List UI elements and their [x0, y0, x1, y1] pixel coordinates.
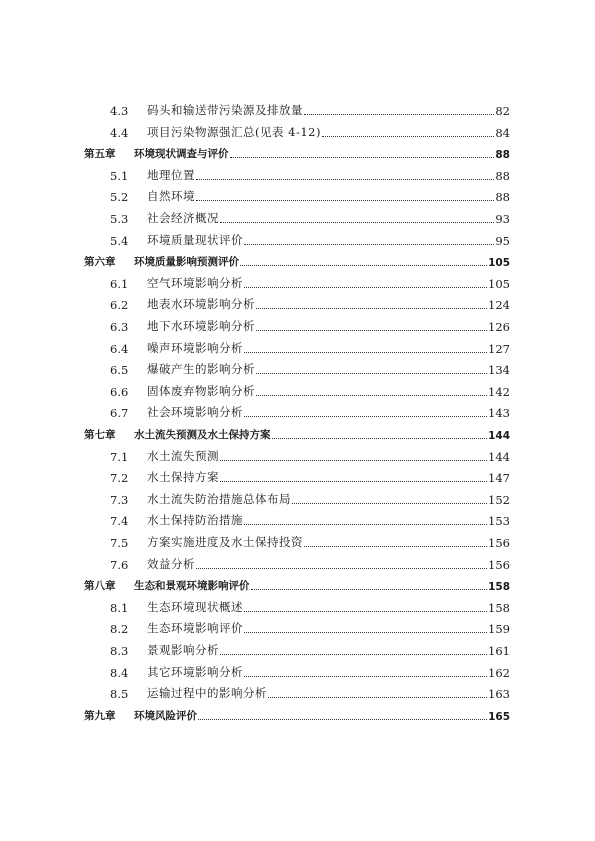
toc-section-entry[interactable]	[110, 402, 510, 420]
toc-dot-leader	[251, 588, 488, 590]
toc-dot-leader	[196, 199, 494, 201]
toc-entry-title: 其它环境影响分析	[147, 664, 243, 679]
toc-entry-page: 105	[488, 276, 510, 291]
toc-section-entry[interactable]	[110, 597, 510, 615]
toc-entry-title: 空气环境影响分析	[147, 275, 243, 290]
toc-entry-title: 爆破产生的影响分析	[147, 362, 255, 377]
toc-dot-leader	[304, 545, 487, 547]
toc-entry-title: 自然环境	[147, 189, 195, 204]
toc-section-entry[interactable]	[110, 683, 510, 701]
toc-entry-number: 第八章	[84, 580, 116, 593]
toc-entry-number: 7.5	[110, 536, 129, 550]
toc-entry-number: 8.5	[110, 687, 129, 702]
toc-entry-title: 运输过程中的影响分析	[147, 686, 267, 701]
toc-entry-page: 88	[495, 190, 510, 205]
toc-chapter-entry[interactable]	[84, 424, 510, 442]
toc-section-entry[interactable]	[110, 165, 510, 183]
toc-entry-number: 6.5	[110, 363, 129, 378]
toc-dot-leader	[196, 178, 494, 180]
toc-entry-title: 水土流失防治措施总体布局	[147, 491, 291, 506]
toc-entry-title: 环境现状调查与评价	[134, 148, 229, 161]
toc-entry-page: 153	[488, 514, 510, 529]
toc-dot-leader	[244, 631, 487, 633]
toc-entry-title: 社会经济概况	[147, 211, 219, 225]
toc-dot-leader	[256, 372, 487, 374]
toc-dot-leader	[268, 696, 487, 698]
toc-entry-page: 88	[495, 149, 510, 162]
toc-entry-number: 6.6	[110, 384, 129, 399]
toc-section-entry[interactable]	[110, 532, 510, 550]
toc-section-entry[interactable]	[110, 294, 510, 312]
toc-section-entry[interactable]	[110, 122, 510, 140]
toc-entry-title: 地下水环境影响分析	[147, 319, 255, 333]
toc-dot-leader	[304, 113, 494, 115]
toc-entry-title: 噪声环境影响分析	[147, 340, 243, 355]
toc-entry-page: 124	[488, 298, 510, 313]
toc-entry-number: 4.4	[110, 125, 129, 140]
toc-entry-number: 7.1	[110, 449, 129, 464]
toc-dot-leader	[230, 156, 495, 158]
toc-dot-leader	[196, 567, 487, 569]
toc-chapter-entry[interactable]	[84, 251, 510, 269]
toc-entry-title: 方案实施进度及水土保持投资	[147, 535, 303, 549]
toc-entry-page: 82	[495, 104, 510, 118]
toc-entry-number: 8.2	[110, 622, 129, 637]
toc-entry-page: 163	[488, 687, 510, 702]
toc-entry-number: 5.4	[110, 233, 129, 248]
toc-dot-leader	[244, 415, 487, 417]
toc-dot-leader	[256, 307, 487, 309]
toc-chapter-entry[interactable]	[84, 575, 510, 593]
toc-section-entry[interactable]	[110, 640, 510, 658]
toc-section-entry[interactable]	[110, 273, 510, 291]
toc-entry-title: 地表水环境影响分析	[147, 297, 255, 312]
toc-entry-title: 项目污染物源强汇总(见表 4-12)	[147, 124, 321, 139]
toc-dot-leader	[244, 243, 494, 245]
toc-section-entry[interactable]	[110, 489, 510, 507]
toc-section-entry[interactable]	[110, 208, 510, 226]
toc-dot-leader	[244, 286, 487, 288]
toc-entry-number: 6.3	[110, 320, 129, 334]
toc-section-entry[interactable]	[110, 316, 510, 334]
toc-entry-page: 142	[488, 384, 510, 399]
toc-entry-page: 159	[488, 622, 510, 637]
toc-section-entry[interactable]	[110, 510, 510, 528]
toc-entry-page: 88	[495, 168, 510, 183]
toc-dot-leader	[198, 718, 487, 720]
toc-dot-leader	[220, 653, 487, 655]
toc-entry-number: 5.1	[110, 168, 129, 183]
toc-dot-leader	[272, 437, 488, 439]
toc-dot-leader	[244, 351, 487, 353]
toc-entry-page: 147	[488, 471, 510, 486]
toc-entry-number: 第五章	[84, 148, 116, 161]
toc-entry-number: 7.6	[110, 557, 129, 572]
toc-entry-title: 水土流失预测	[147, 448, 219, 463]
toc-entry-title: 景观影响分析	[147, 643, 219, 657]
toc-entry-number: 7.2	[110, 471, 129, 486]
toc-entry-number: 8.1	[110, 600, 129, 615]
toc-dot-leader	[292, 502, 487, 504]
toc-entry-title: 码头和输送带污染源及排放量	[147, 103, 303, 117]
toc-entry-number: 6.1	[110, 276, 129, 291]
toc-entry-page: 156	[488, 557, 510, 572]
toc-entry-page: 105	[488, 257, 510, 270]
toc-dot-leader	[256, 394, 487, 396]
toc-entry-page: 156	[488, 536, 510, 550]
toc-entry-number: 7.4	[110, 514, 129, 529]
toc-dot-leader	[244, 610, 487, 612]
toc-entry-title: 生态和景观环境影响评价	[134, 580, 250, 593]
toc-entry-page: 84	[495, 125, 510, 140]
toc-entry-number: 7.3	[110, 492, 129, 507]
toc-entry-title: 效益分析	[147, 556, 195, 571]
toc-entry-title: 生态环境现状概述	[147, 599, 243, 614]
toc-entry-page: 165	[488, 710, 510, 723]
toc-entry-title: 社会环境影响分析	[147, 405, 243, 420]
toc-entry-number: 6.4	[110, 341, 129, 356]
toc-section-entry[interactable]	[110, 446, 510, 464]
toc-entry-number: 4.3	[110, 104, 129, 118]
toc-entry-page: 152	[488, 492, 510, 507]
toc-entry-title: 生态环境影响评价	[147, 621, 243, 636]
toc-dot-leader	[220, 480, 487, 482]
toc-entry-title: 水土保持方案	[147, 470, 219, 485]
toc-section-entry[interactable]	[110, 662, 510, 680]
toc-entry-page: 161	[488, 644, 510, 658]
toc-entry-number: 5.2	[110, 190, 129, 205]
toc-entry-number: 第七章	[84, 429, 116, 441]
toc-entry-title: 地理位置	[147, 167, 195, 182]
toc-section-entry[interactable]	[110, 230, 510, 248]
toc-entry-page: 93	[495, 212, 510, 226]
toc-dot-leader	[240, 264, 487, 266]
toc-dot-leader	[220, 221, 494, 223]
toc-entry-number: 6.7	[110, 406, 129, 421]
toc-dot-leader	[220, 459, 487, 461]
toc-section-entry[interactable]	[110, 338, 510, 356]
toc-entry-title: 环境质量现状评价	[147, 232, 243, 247]
toc-entry-number: 第六章	[84, 256, 116, 269]
toc-entry-number: 8.3	[110, 644, 129, 658]
toc-entry-title: 环境风险评价	[134, 709, 197, 722]
toc-entry-page: 127	[488, 341, 510, 356]
toc-entry-number: 5.3	[110, 212, 129, 226]
toc-entry-page: 143	[488, 406, 510, 421]
toc-entry-number: 8.4	[110, 665, 129, 680]
toc-entry-number: 第九章	[84, 709, 116, 722]
toc-entry-page: 144	[488, 449, 510, 464]
toc-entry-title: 水土流失预测及水土保持方案	[134, 429, 271, 441]
toc-chapter-entry[interactable]	[84, 143, 510, 161]
toc-section-entry[interactable]	[110, 186, 510, 204]
toc-entry-page: 134	[488, 363, 510, 378]
toc-entry-page: 158	[488, 600, 510, 615]
toc-entry-page: 95	[495, 233, 510, 248]
toc-section-entry[interactable]	[110, 381, 510, 399]
toc-dot-leader	[244, 675, 487, 677]
toc-entry-title: 水土保持防治措施	[147, 513, 243, 528]
toc-section-entry[interactable]	[110, 467, 510, 485]
toc-entry-title: 固体废弃物影响分析	[147, 383, 255, 398]
toc-dot-leader	[322, 135, 494, 137]
toc-entry-page: 126	[488, 320, 510, 334]
toc-dot-leader	[256, 329, 487, 331]
toc-section-entry[interactable]	[110, 554, 510, 572]
toc-entry-page: 162	[488, 665, 510, 680]
toc-entry-page: 144	[488, 430, 510, 442]
toc-section-entry[interactable]	[110, 100, 510, 118]
toc-section-entry[interactable]	[110, 618, 510, 636]
toc-entry-page: 158	[488, 581, 510, 594]
toc-entry-number: 6.2	[110, 298, 129, 313]
toc-dot-leader	[244, 523, 487, 525]
toc-section-entry[interactable]	[110, 359, 510, 377]
toc-chapter-entry[interactable]	[84, 705, 510, 723]
toc-entry-title: 环境质量影响预测评价	[134, 256, 239, 269]
